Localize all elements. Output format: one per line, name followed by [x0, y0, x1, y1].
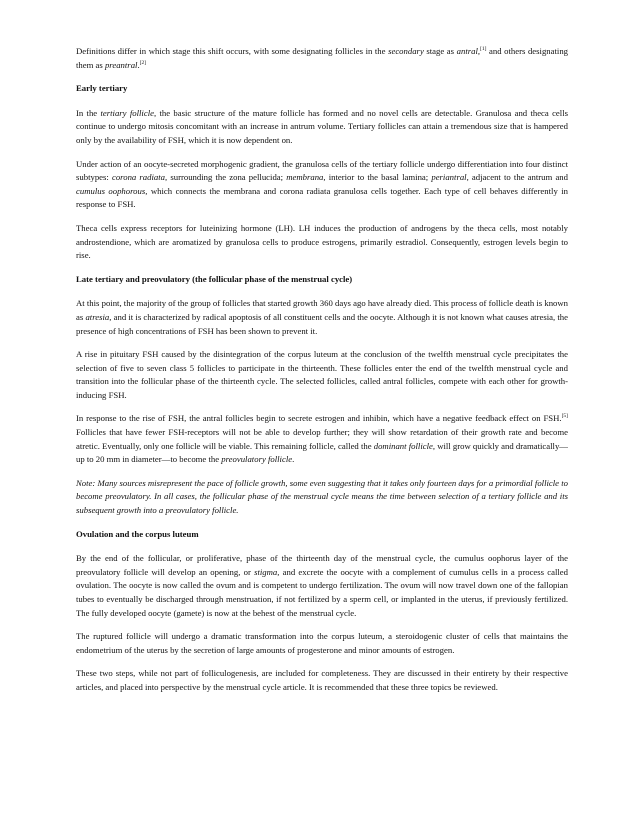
- paragraph-granulosa-differentiation: Under action of an oocyte-secreted morphogenic gradient, the granulosa cells of the tertiary follicle undergo differentiation into four distinct subtypes: corona radiata, surrounding the zona pellucida; membrana, interior to the basal lamina; periantral, adjacent to the antrum and cumulus oophorous, which connects the membrana and corona radiata granulosa cells together. Each type of cell behaves differently in response to FSH.: [76, 158, 568, 210]
- paragraph-completeness: These two steps, while not part of folliculogenesis, are included for completeness. They are discussed in their entirety by their respective articles, and placed into perspective by the menstrual cycle article. It is recommended that these three topics be reviewed.: [76, 668, 568, 692]
- paragraph-note: Note: Many sources misrepresent the pace of follicle growth, some even suggesting that it takes only fourteen days for a primordial follicle to become preovulatory. In all cases, the follicular phase of the menstrual cycle means the time between selection of a tertiary follicle and its subsequent growth into a preovulatory follicle.: [76, 477, 568, 516]
- paragraph-atresia: At this point, the majority of the group of follicles that started growth 360 days ago have already died. This process of follicle death is known as atresia, and it is characterized by radical apoptosis of all constituent cells and the oocyte. Although it is not known what causes atresia, the presence of high concentrations of FSH has been shown to prevent it.: [76, 298, 568, 336]
- paragraph-ovulation: By the end of the follicular, or proliferative, phase of the thirteenth day of the menstrual cycle, the cumulus oophorus layer of the preovulatory follicle will develop an opening, or stigma, and excrete the oocyte with a complement of cumulus cells in a process called ovulation. The oocyte is now called the ovum and is competent to undergo fertilization. The ovum will now travel down one of the fallopian tubes to eventually be discharged through menstruation, if not fertilized by a sperm cell, or implanted in the uterus, if previously fertilized. The fully developed oocyte (gamete) is now at the behest of the menstrual cycle.: [76, 553, 568, 618]
- paragraph-corpus-luteum: The ruptured follicle will undergo a dramatic transformation into the corpus luteum, a steroidogenic cluster of cells that maintains the endometrium of the uterus by the secretion of large amounts of progesterone and minor amounts of estrogen.: [76, 631, 568, 655]
- paragraph-definitions: Definitions differ in which stage this shift occurs, with some designating follicles in the secondary stage as antral,[1] and others designating them as preantral.[2]: [76, 46, 569, 70]
- heading-early-tertiary: Early tertiary: [76, 83, 128, 94]
- paragraph-fsh-rise: A rise in pituitary FSH caused by the disintegration of the corpus luteum at the conclusion of the twelfth menstrual cycle precipitates the selection of five to seven class 5 follicles to participate in the thirteenth. These follicles enter the end of the twelfth menstrual cycle and transition into the follicular phase of the thirteenth cycle. The selected follicles, called antral follicles, compete with each other for growth-inducing FSH.: [76, 349, 568, 400]
- paragraph-theca-cells: Theca cells express receptors for luteinizing hormone (LH). LH induces the production of androgens by the theca cells, most notably androstendione, which are aromatized by granulosa cells to produce estrogens, primarily estradiol. Consequently, estrogen levels begin to rise.: [76, 222, 568, 261]
- heading-ovulation: Ovulation and the corpus luteum: [76, 528, 199, 539]
- heading-late-tertiary: Late tertiary and preovulatory (the follicular phase of the menstrual cycle): [76, 273, 353, 284]
- paragraph-tertiary-follicle: In the tertiary follicle, the basic structure of the mature follicle has formed and no novel cells are detectable. Granulosa and theca cells continue to undergo mitosis concomitant with an increase in antrum volume. Tertiary follicles can attain a tremendous size that is hampered only by the availability of FSH, which it is now dependent on.: [76, 107, 568, 145]
- paragraph-dominant-follicle: In response to the rise of FSH, the antral follicles begin to secrete estrogen and inhibin, which have a negative feedback effect on FSH.[5] Follicles that have fewer FSH-receptors will not be able to develop further; they will show retardation of their growth rate and become atretic. Eventually, only one follicle will be viable. This remaining follicle, called the dominant follicle, will grow quickly and dramatically—up to 20 mm in diameter—to become the preovulatory follicle.: [76, 413, 568, 465]
